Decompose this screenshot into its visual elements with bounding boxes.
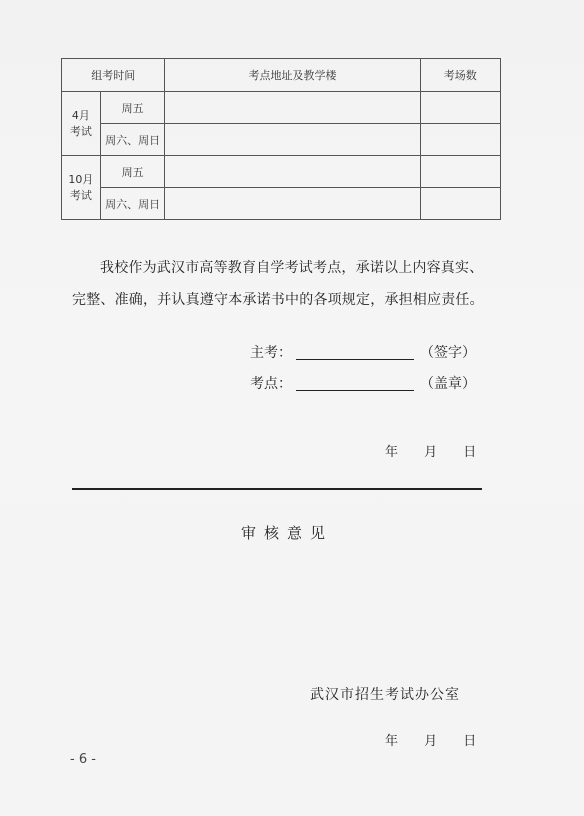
site-seal-line [296,376,414,391]
count-cell [420,124,500,156]
day-cell: 周六、周日 [100,124,165,156]
exam-label: 考试 [69,124,92,138]
table-row [62,124,501,156]
exam-label: 考试 [69,188,92,202]
pledge-line-1: 我校作为武汉市高等教育自学考试考点，承诺以上内容真实、 [100,260,484,276]
address-cell [165,92,420,124]
site-label: 考点： [250,376,292,392]
day-cell: 周六、周日 [100,188,165,220]
month-cell-april [62,92,101,156]
month-label: 10月 [68,172,94,186]
header-address: 考点地址及教学楼 [165,59,420,92]
examiner-note: （签字） [420,345,476,361]
table-header-row [62,59,501,92]
examiner-label: 主考： [250,345,292,361]
table-row [62,188,501,220]
pledge-line-2: 完整、准确，并认真遵守本承诺书中的各项规定，承担相应责任。 [72,292,484,308]
month-label: 4月 [71,108,90,122]
address-cell [165,188,420,220]
site-note: （盖章） [420,376,476,392]
page-number: - 6 - [70,752,96,767]
examiner-signature-row [250,342,476,364]
count-cell [420,156,500,188]
count-cell [420,92,500,124]
header-count: 考场数 [420,59,500,92]
pledge-text [72,252,502,316]
count-cell [420,188,500,220]
exam-schedule-table [61,58,501,220]
address-cell [165,124,420,156]
review-date: 年 月 日 [385,734,477,749]
site-seal-row [250,373,476,395]
review-heading: 审核意见 [240,524,333,542]
header-time: 组考时间 [62,59,165,92]
table-row [62,92,501,124]
month-cell-october [62,156,101,220]
table-row [62,156,501,188]
day-cell: 周五 [100,92,165,124]
review-office: 武汉市招生考试办公室 [310,687,460,703]
pledge-date: 年 月 日 [385,445,477,460]
section-divider [72,488,482,490]
examiner-signature-line [296,345,414,360]
day-cell: 周五 [100,156,165,188]
address-cell [165,156,420,188]
